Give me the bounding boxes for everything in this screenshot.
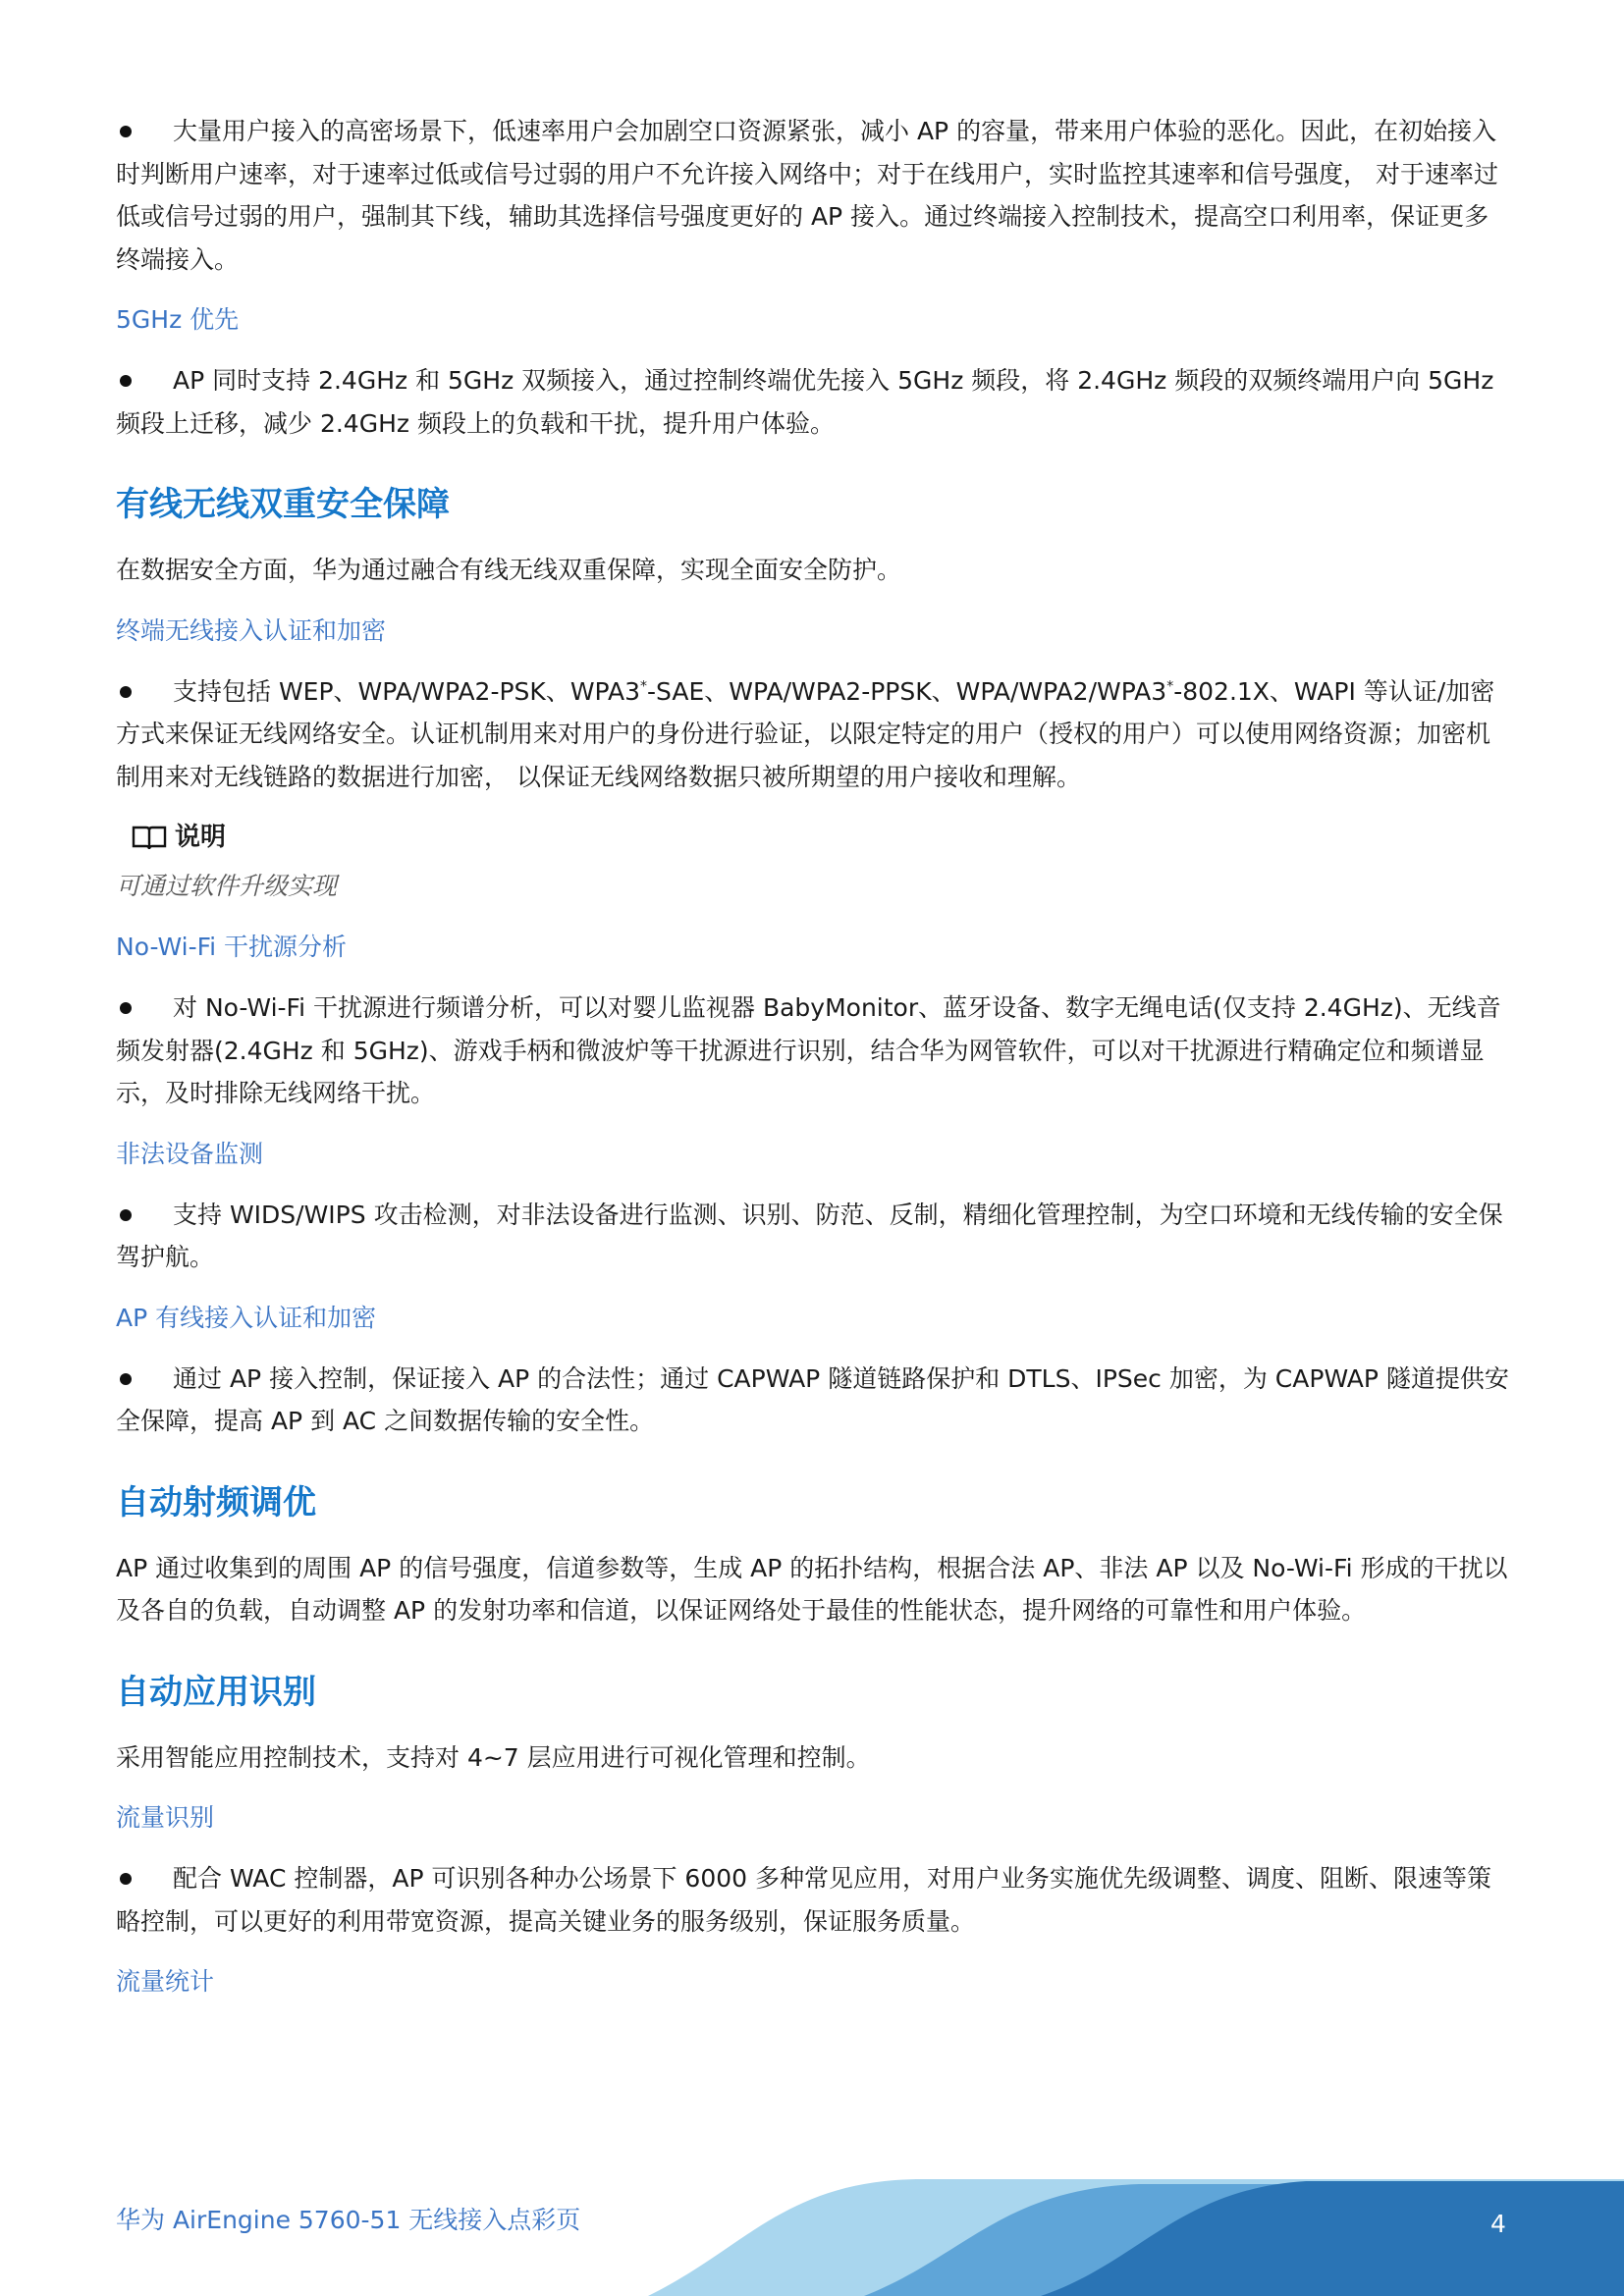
paragraph-text-part: 支持包括 WEP、WPA/WPA2-PSK、WPA3 [173, 676, 641, 706]
section-heading-rf: 自动射频调优 [116, 1482, 316, 1522]
paragraph-text: 大量用户接入的高密场景下，低速率用户会加剧空口资源紧张，减小 AP 的容量，带来用户体验的恶化。因此，在初始接入时判断用户速率，对于速率过低或信号过弱的用户不允许接入网络中；对于在线用户，实时监控其速率和信号强度， 对于速率过低或信号过弱的用户，强制其下线，辅助其选择信号强度更好的 AP 接入。通过终端接入控制技术，提高空口利用率，保证更多终端接入。 [116, 117, 1498, 274]
bullet-paragraph [116, 670, 1510, 799]
footnote-mark: * [640, 678, 648, 695]
page-content [116, 110, 1510, 2021]
bullet-paragraph [116, 110, 1510, 281]
paragraph-text: 通过 AP 接入控制，保证接入 AP 的合法性；通过 CAPWAP 隧道链路保护和 DTLS、IPSec 加密，为 CAPWAP 隧道提供安全保障，提高 AP 到 AC 之间数据传输的安全性。 [116, 1363, 1509, 1435]
bullet-paragraph [116, 359, 1510, 445]
subheading-rogue-detection: 非法设备监测 [116, 1139, 264, 1168]
paragraph-text: 采用智能应用控制技术，支持对 4~7 层应用进行可视化管理和控制。 [116, 1742, 871, 1772]
note-text: 可通过软件升级实现 [116, 872, 338, 900]
paragraph-text-part: -SAE、WPA/WPA2-PPSK、WPA/WPA2/WPA3 [647, 676, 1167, 706]
page-number: 4 [1490, 2210, 1506, 2238]
bullet-dot [120, 1209, 132, 1221]
book-icon [132, 825, 167, 850]
paragraph-text: 配合 WAC 控制器，AP 可识别各种办公场景下 6000 多种常见应用，对用户业务实施优先级调整、调度、阻断、限速等策略控制，可以更好的利用带宽资源，提高关键业务的服务级别，保证服务质量。 [116, 1864, 1492, 1936]
footer-document-title: 华为 AirEngine 5760-51 无线接入点彩页 [116, 2206, 581, 2234]
bullet-paragraph [116, 1358, 1510, 1443]
paragraph-text-part: -802.1X、WAPI 等认证/加密方式来保证无线网络安全。认证机制用来对用户的身份进行验证，以限定特定的用户（授权的用户）可以使用网络资源；加密机制用来对无线链路的数据进行加密， 以保证无线网络数据只被所期望的用户接收和理解。 [116, 676, 1495, 791]
paragraph-text: 支持 WIDS/WIPS 攻击检测，对非法设备进行监测、识别、防范、反制，精细化管理控制，为空口环境和无线传输的安全保驾护航。 [116, 1200, 1503, 1271]
footnote-mark: * [1166, 678, 1174, 695]
bullet-dot [120, 126, 132, 137]
section-heading-app-id: 自动应用识别 [116, 1672, 316, 1712]
subheading-5ghz: 5GHz 优先 [116, 305, 240, 334]
bullet-dot [120, 1373, 132, 1385]
bullet-paragraph [116, 987, 1510, 1115]
paragraph-text: 对 No-Wi-Fi 干扰源进行频谱分析，可以对婴儿监视器 BabyMonitor、蓝牙设备、数字无绳电话(仅支持 2.4GHz)、无线音频发射器(2.4GHz 和 5GHz)、游戏手柄和微波炉等干扰源进行识别，结合华为网管软件，可以对干扰源进行精确定位和频谱显示，及时排除无线网络干扰。 [116, 993, 1501, 1107]
note-label: 说明 [175, 823, 227, 852]
subheading-wireless-auth: 终端无线接入认证和加密 [116, 615, 387, 645]
bullet-paragraph [116, 1194, 1510, 1279]
subheading-wired-auth: AP 有线接入认证和加密 [116, 1303, 377, 1332]
bullet-paragraph [116, 1857, 1510, 1943]
bullet-dot [120, 1002, 132, 1014]
paragraph-text: AP 通过收集到的周围 AP 的信号强度，信道参数等，生成 AP 的拓扑结构，根据合法 AP、非法 AP 以及 No-Wi-Fi 形成的干扰以及各自的负载，自动调整 AP 的发射功率和信道，以保证网络处于最佳的性能状态，提升网络的可靠性和用户体验。 [116, 1553, 1508, 1625]
page-footer [0, 2169, 1624, 2296]
bullet-dot [120, 375, 132, 387]
subheading-traffic-id: 流量识别 [116, 1803, 215, 1832]
bullet-dot [120, 1873, 132, 1885]
paragraph-text: AP 同时支持 2.4GHz 和 5GHz 双频接入，通过控制终端优先接入 5GHz 频段，将 2.4GHz 频段的双频终端用户向 5GHz 频段上迁移，减少 2.4GHz 频段上的负载和干扰，提升用户体验。 [116, 366, 1494, 438]
bullet-dot [120, 686, 132, 698]
subheading-no-wifi: No-Wi-Fi 干扰源分析 [116, 933, 348, 961]
subheading-traffic-stats: 流量统计 [116, 1967, 215, 1996]
section-heading-security: 有线无线双重安全保障 [116, 485, 450, 524]
note-heading [132, 818, 1510, 857]
paragraph-text: 在数据安全方面，华为通过融合有线无线双重保障，实现全面安全防护。 [116, 556, 902, 584]
